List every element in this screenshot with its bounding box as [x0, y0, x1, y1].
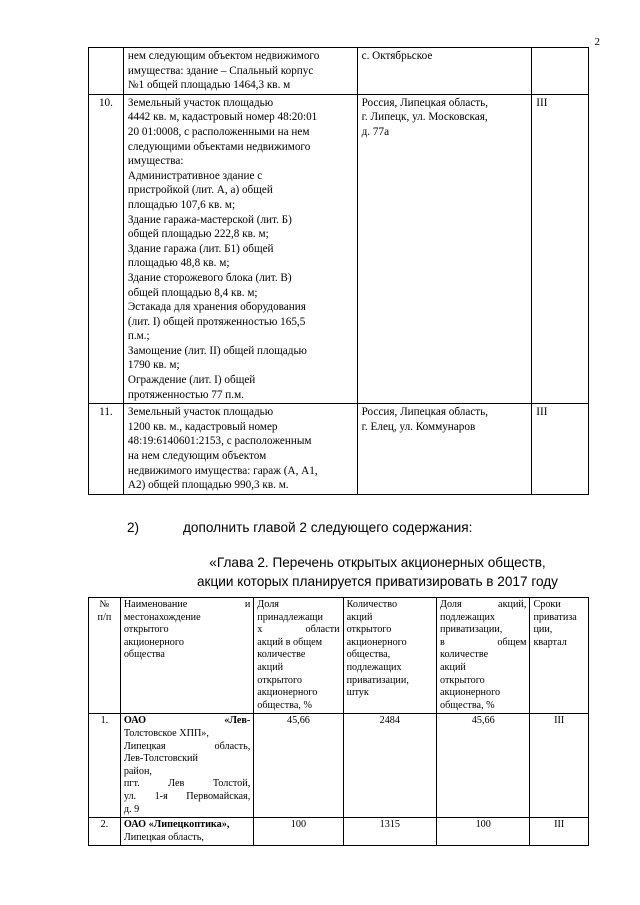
term-value: III: [530, 714, 589, 818]
text-line: ул. 1-я Первомайская,: [123, 790, 251, 802]
header-line: штук: [346, 687, 369, 699]
text-line: Липецкая область,: [123, 740, 251, 752]
privatized-share-value: 100: [437, 818, 530, 846]
text-line: Толстовское ХПП»,: [123, 727, 209, 739]
text-line: п.м.;: [127, 330, 150, 343]
text-line: ОАО «Лев-: [123, 715, 251, 727]
header-line: ции,: [533, 624, 553, 636]
text-line: д. 9: [123, 803, 140, 815]
text-line: общей площадью 8,4 кв. м;: [127, 286, 258, 299]
text-line: Лев-Толстовский: [123, 753, 198, 765]
text-line: Земельный участок площадью: [127, 406, 274, 419]
region-share-value: 100: [254, 818, 343, 846]
text-line: ОАО «Липецкоптика»,: [123, 819, 230, 831]
row-number: [89, 48, 124, 95]
heading-line: «Глава 2. Перечень открытых акционерных обществ,: [209, 555, 546, 570]
text-line: №1 общей площадью 1464,3 кв. м: [127, 79, 291, 92]
company-name: [120, 818, 253, 846]
privatization-quarter: [532, 48, 589, 95]
table-row: [89, 94, 589, 403]
property-address: [357, 48, 532, 95]
row-number: 2.: [89, 818, 121, 846]
property-address: [357, 404, 532, 495]
text-line: площадью 48,8 кв. м;: [127, 257, 230, 270]
header-line: п/п: [97, 611, 112, 623]
privatization-quarter: III: [532, 94, 589, 403]
text-line: Эстакада для хранения оборудования: [127, 301, 306, 314]
header-line: Количество: [346, 599, 398, 610]
page-number: 2: [594, 36, 600, 48]
header-line: открытого: [440, 674, 485, 686]
header-privatized-share: [437, 598, 530, 714]
text-line: площадью 107,6 кв. м;: [127, 198, 236, 211]
header-line: Сроки: [533, 599, 561, 610]
header-line: подлежащих: [346, 661, 402, 673]
property-address: [357, 94, 532, 403]
table-row: [89, 48, 589, 95]
text-line: 20 01:0008, с расположенными на нем: [127, 125, 310, 138]
header-name: [120, 598, 253, 714]
header-line: общества: [123, 649, 165, 661]
header-line: акционерного: [123, 636, 184, 648]
header-line: количестве: [440, 649, 489, 661]
text-line: Здание гаража-мастерской (лит. Б): [127, 213, 292, 226]
heading-line: акции которых планируется приватизировать в 2017 году: [197, 574, 558, 589]
text-line: Липецкая область,: [123, 831, 204, 843]
header-line: Доля акций,: [440, 599, 527, 610]
clause-text: дополнить главой 2 следующего содержания:: [183, 520, 473, 535]
text-line: район,: [123, 765, 152, 777]
text-line: 4442 кв. м, кадастровый номер 48:20:01: [127, 111, 318, 124]
property-description: [123, 48, 357, 95]
companies-table: [88, 597, 589, 846]
header-line: Доля: [257, 599, 279, 610]
header-line: приватизации,: [440, 624, 503, 636]
header-line: открытого: [257, 674, 303, 686]
chapter-heading: [150, 553, 605, 591]
company-name: [120, 714, 253, 818]
property-table: [88, 47, 589, 495]
text-line: Земельный участок площадью: [127, 96, 274, 109]
text-line: Здание гаража (лит. Б1) общей: [127, 242, 274, 255]
text-line: пгт. Лев Толстой,: [123, 778, 251, 790]
header-line: акций: [257, 661, 284, 673]
text-line: протяженностью 77 п.м.: [127, 388, 244, 401]
text-line: 1790 кв. м;: [127, 359, 180, 372]
text-line: пристройкой (лит. А, а) общей: [127, 184, 273, 197]
text-line: на нем следующим объектом: [127, 450, 267, 463]
text-line: имущества: здание – Спальный корпус: [127, 64, 314, 77]
text-line: Административное здание с: [127, 169, 263, 182]
header-line: акционерного: [440, 687, 501, 699]
privatization-quarter: III: [532, 404, 589, 495]
header-term: [530, 598, 589, 714]
property-description: [123, 404, 357, 495]
header-line: Наименование и: [123, 599, 251, 610]
header-line: открытого: [123, 624, 169, 636]
row-number: 1.: [89, 714, 121, 818]
header-line: акций: [440, 661, 466, 673]
header-line: принадлежащи: [257, 611, 323, 623]
text-line: общей площадью 222,8 кв. м;: [127, 228, 269, 241]
property-description: [123, 94, 357, 403]
table-row: [89, 714, 589, 818]
privatized-share-value: 45,66: [437, 714, 530, 818]
text-line: д. 77а: [361, 125, 390, 138]
text-line: имущества:: [127, 155, 184, 168]
header-line: местонахождение: [123, 611, 201, 623]
header-line: открытого: [346, 624, 392, 636]
header-line: акций в общем: [257, 636, 323, 648]
header-region-share: [254, 598, 343, 714]
share-count-value: 1315: [343, 818, 436, 846]
text-line: следующими объектами недвижимого: [127, 140, 311, 153]
clause-number: 2): [127, 520, 140, 535]
header-line: приватиза: [533, 611, 577, 623]
text-line: (лит. I) общей протяженностью 165,5: [127, 315, 306, 328]
header-share-count: [343, 598, 436, 714]
text-line: недвижимого имущества: гараж (А, А1,: [127, 464, 318, 477]
text-line: А2) общей площадью 990,3 кв. м.: [127, 479, 289, 492]
header-line: акций: [346, 611, 373, 623]
text-line: г. Елец, ул. Коммунаров: [361, 420, 476, 433]
header-line: в общем: [440, 636, 527, 648]
text-line: Здание сторожевого блока (лит. В): [127, 271, 292, 284]
header-line: общества, %: [257, 699, 312, 711]
text-line: 48:19:6140601:2153, с расположенным: [127, 435, 312, 448]
header-line: квартал: [533, 636, 567, 648]
header-line: количестве: [257, 649, 306, 661]
row-number: 10.: [89, 94, 124, 403]
text-line: Ограждение (лит. I) общей: [127, 374, 256, 387]
header-line: акционерного: [257, 687, 318, 699]
text-line: г. Липецк, ул. Московская,: [361, 111, 488, 124]
header-line: приватизации,: [346, 674, 409, 686]
text-line: с. Октябрьское: [361, 50, 433, 62]
header-line: общества,: [346, 649, 391, 661]
table-row: [89, 404, 589, 495]
header-line: №: [99, 599, 110, 610]
row-number: 11.: [89, 404, 124, 495]
text-line: нем следующим объектом недвижимого: [127, 50, 320, 62]
header-number: [89, 598, 121, 714]
term-value: III: [530, 818, 589, 846]
text-line: 1200 кв. м., кадастровый номер: [127, 420, 278, 433]
header-line: х области: [257, 624, 340, 636]
text-line: Замощение (лит. II) общей площадью: [127, 344, 307, 357]
table-header-row: [89, 598, 589, 714]
amendment-clause: [127, 520, 472, 535]
share-count-value: 2484: [343, 714, 436, 818]
header-line: общества, %: [440, 699, 495, 711]
text-line: Россия, Липецкая область,: [361, 406, 489, 419]
table-row: [89, 818, 589, 846]
header-line: акционерного: [346, 636, 407, 648]
text-line: Россия, Липецкая область,: [361, 96, 489, 109]
header-line: подлежащих: [440, 611, 496, 623]
region-share-value: 45,66: [254, 714, 343, 818]
